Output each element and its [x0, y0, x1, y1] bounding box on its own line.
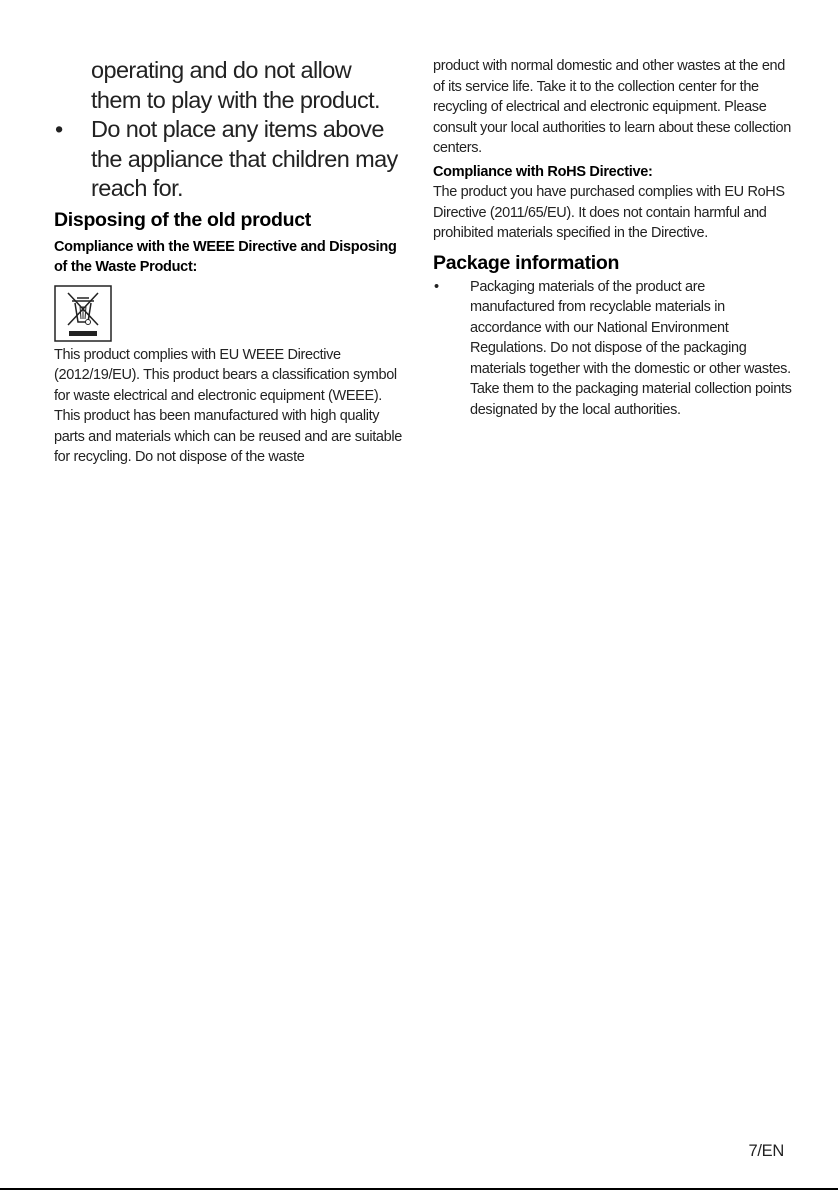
right-column	[433, 56, 793, 420]
bullet-item-text: Do not place any items above the appliance that children may reach for.	[91, 116, 398, 201]
weee-paragraph-1: This product complies with EU WEEE Directive (2012/19/EU). This product bears a classification symbol for waste electrical and electronic equipment (WEEE).	[54, 346, 397, 404]
bullet-item-text: Packaging materials of the product are manufactured from recyclable materials in accordance with our National Environment Regulations. Do not dispose of the packaging materials together with the domestic or other wastes. Take them to the packaging material collection points designated by the local authorities.	[470, 278, 792, 418]
bullet-item-do-not-place	[54, 115, 406, 204]
weee-paragraph-2: This product has been manufactured with high quality parts and materials which can be reused and are suitable for recycling. Do not dispose of the waste	[54, 408, 402, 465]
bullet-dot: •	[55, 116, 63, 142]
crossed-out-wheeled-bin-icon	[54, 285, 112, 342]
section-heading-package: Package information	[433, 251, 620, 274]
page-bottom-rule	[0, 1188, 838, 1190]
rohs-paragraph: The product you have purchased complies with EU RoHS Directive (2011/65/EU). It does not contain harmful and prohibited materials specified in the Directive.	[433, 184, 785, 241]
intro-continuation: operating and do not allow them to play with the product.	[91, 57, 380, 113]
page-number: 7/EN	[748, 1142, 784, 1160]
subheading-rohs: Compliance with RoHS Directive:	[433, 163, 653, 180]
disposal-continuation: product with normal domestic and other wastes at the end of its service life. Take it to the collection center for the recycling of electrical and electronic equipment. Please consult your local authorities to learn about these collection centers.	[433, 58, 791, 156]
left-column	[54, 56, 406, 468]
section-heading-disposing: Disposing of the old product	[54, 208, 311, 231]
bullet-item-packaging	[433, 277, 793, 421]
bullet-dot: •	[434, 278, 439, 295]
subheading-weee: Compliance with the WEEE Directive and Disposing of the Waste Product:	[54, 238, 397, 275]
